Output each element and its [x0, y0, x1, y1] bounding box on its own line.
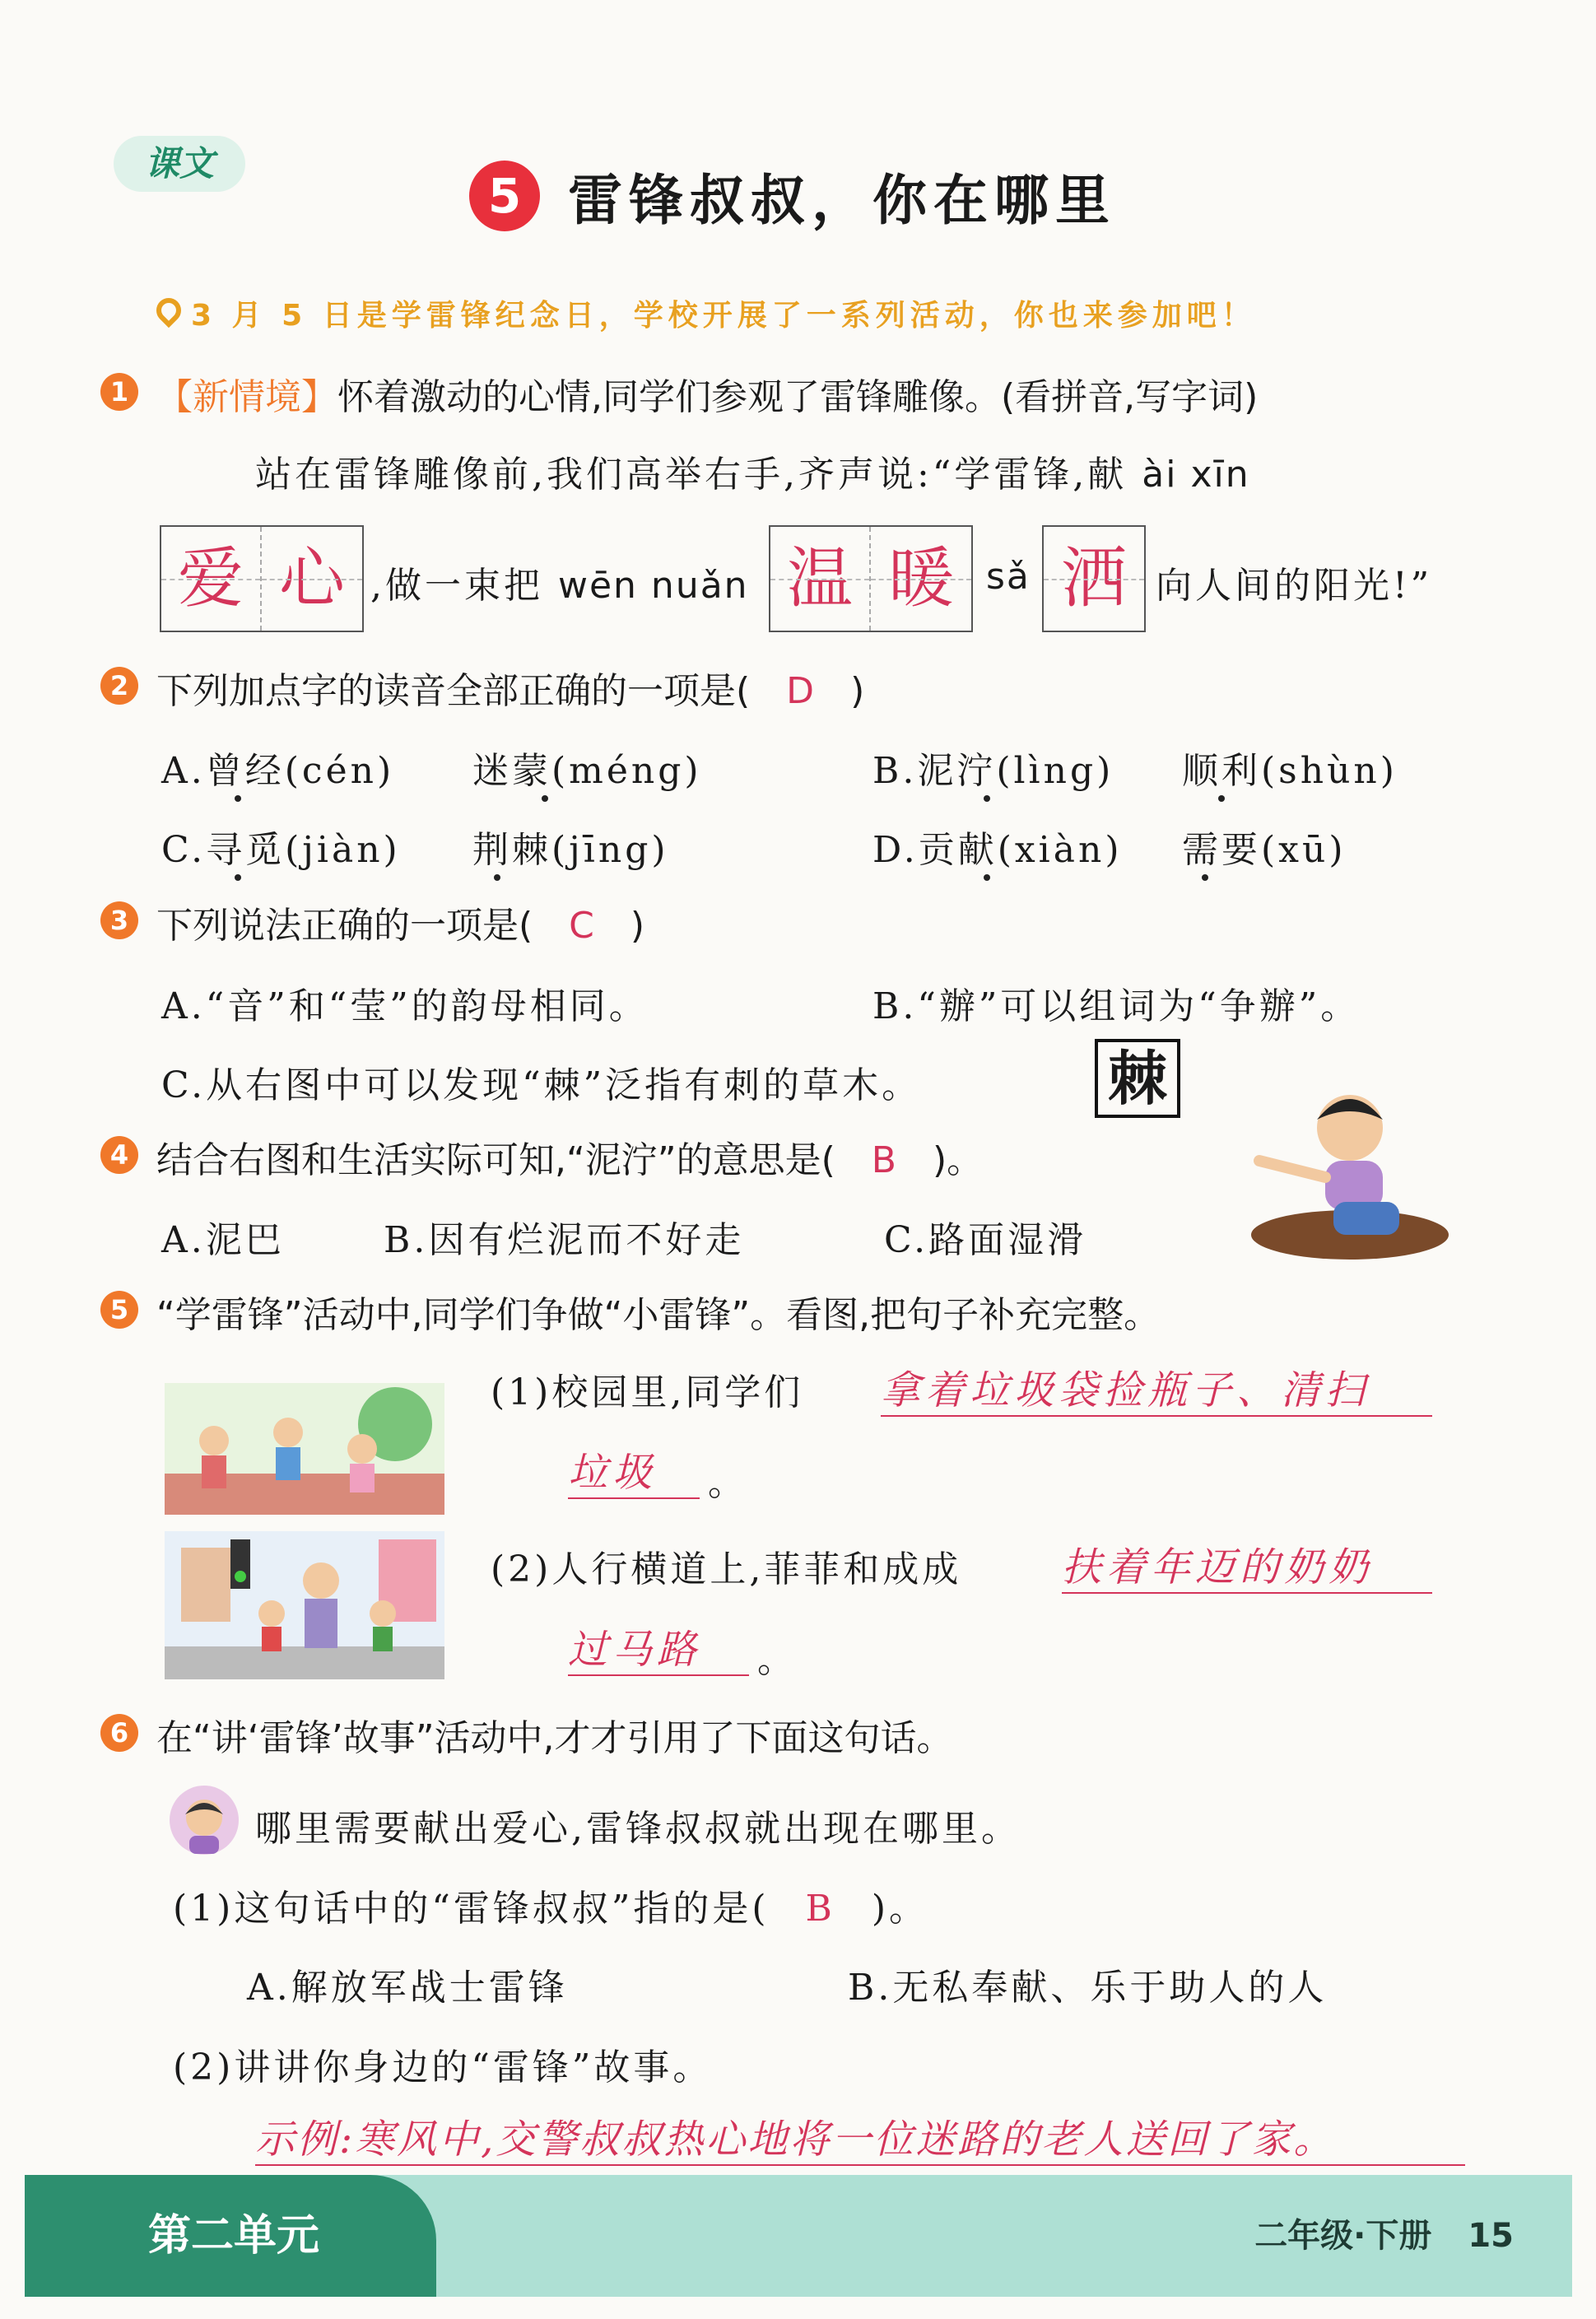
q1-prompt: 怀着激动的心情,同学们参观了雷锋雕像。(看拼音,写字词) [337, 376, 1259, 418]
q1-line1: 站在雷锋雕像前,我们高举右手,齐声说:“学雷锋,献 [255, 454, 1128, 496]
q3-option-c: C.从右图中可以发现“棘”泛指有刺的草木。 [161, 1064, 922, 1106]
q6-sub1-close: )。 [871, 1888, 928, 1930]
q2-prompt: 下列加点字的读音全部正确的一项是( [156, 670, 751, 712]
q2-answer: D [786, 670, 815, 712]
grid-cell: 温 [770, 527, 871, 631]
q2-option: 荆棘(jīng) [472, 829, 669, 871]
seal-script-image: 棘 [1095, 1039, 1180, 1118]
emphasis-dot [235, 795, 241, 802]
q6-sub2: (2)讲讲你身边的“雷锋”故事。 [173, 2047, 713, 2088]
q2-option: C.寻觅(jiàn) [161, 829, 401, 871]
answer-grid-1 [160, 525, 364, 632]
q5-prompt: “学雷锋”活动中,同学们争做“小雷锋”。看图,把句子补充完整。 [156, 1294, 1161, 1336]
student-avatar [169, 1785, 240, 1856]
grid-cell: 洒 [1044, 527, 1144, 631]
q5-s1-answer-a: 拿着垃圾袋捡瓶子、清扫 [881, 1358, 1432, 1417]
grid-cell: 心 [262, 527, 362, 631]
lesson-number: 5 [469, 161, 540, 231]
intro-text: 3 月 5 日是学雷锋纪念日，学校开展了一系列活动，你也来参加吧！ [191, 299, 1256, 333]
emphasis-dot [984, 795, 990, 802]
grid-cell: 暖 [871, 527, 971, 631]
q6-sub1-answer: B [805, 1888, 835, 1930]
q6-prompt: 在“讲‘雷锋’故事”活动中,才才引用了下面这句话。 [156, 1717, 953, 1759]
grid-cell: 爱 [161, 527, 262, 631]
q1-end: 向人间的阳光!” [1156, 565, 1433, 607]
question-number-6: 6 [100, 1714, 138, 1752]
q4-option: B.因有烂泥而不好走 [384, 1219, 745, 1261]
q2-option: 顺利(shùn) [1182, 750, 1398, 792]
q5-s1: (1)校园里,同学们 [491, 1371, 804, 1413]
question-number-1: 1 [100, 373, 138, 411]
emphasis-dot [984, 874, 990, 881]
q2-option: 迷蒙(méng) [472, 750, 702, 792]
q5-s2-answer-a: 扶着年迈的奶奶 [1062, 1535, 1432, 1594]
emphasis-dot [542, 795, 548, 802]
q6-quote: 哪里需要献出爱心,雷锋叔叔就出现在哪里。 [255, 1808, 1021, 1850]
q5-s1-answer-b: 垃圾 [568, 1441, 700, 1499]
page-number: 15 [1468, 2217, 1514, 2255]
emphasis-dot [494, 874, 500, 881]
new-context-tag: 【新情境】 [156, 376, 337, 418]
q6-sub1-option-b: B.无私奉献、乐于助人的人 [848, 1967, 1328, 2009]
q4-prompt: 结合右图和生活实际可知,“泥泞”的意思是( [156, 1139, 835, 1181]
emphasis-dot [235, 874, 241, 881]
q4-option: A.泥巴 [161, 1219, 285, 1261]
q2-close: ) [850, 670, 865, 712]
q2-option: A.曾经(cén) [161, 750, 395, 792]
question-number-2: 2 [100, 667, 138, 705]
q1-pinyin1: ài xīn [1142, 454, 1250, 496]
q6-sub1: (1)这句话中的“雷锋叔叔”指的是( [173, 1888, 770, 1930]
grade-label [1254, 2175, 1514, 2297]
location-pin-icon [151, 293, 186, 328]
q5-s1-end: 。 [708, 1462, 747, 1504]
q4-answer: B [871, 1139, 896, 1181]
grade-text: 二年级·下册 [1254, 2217, 1432, 2255]
q4-close: )。 [932, 1139, 984, 1181]
q5-s2-answer-b: 过马路 [568, 1618, 749, 1676]
q5-s2-end: 。 [757, 1639, 797, 1681]
q4-option: C.路面湿滑 [884, 1219, 1087, 1261]
emphasis-dot [1202, 874, 1208, 881]
answer-grid-2 [769, 525, 973, 632]
campus-cleanup-illustration [165, 1383, 444, 1515]
q3-option-b: B.“辦”可以组词为“争辦”。 [872, 985, 1361, 1027]
q2-option: 需要(xū) [1182, 829, 1347, 871]
q6-sub2-answer: 示例:寒风中,交警叔叔热心地将一位迷路的老人送回了家。 [255, 2107, 1465, 2166]
q5-s2: (2)人行横道上,菲菲和成成 [491, 1548, 962, 1590]
question-number-3: 3 [100, 901, 138, 939]
q3-close: ) [630, 905, 645, 947]
q1-pinyin3: sǎ [986, 556, 1031, 598]
q3-answer: C [569, 905, 594, 947]
q3-prompt: 下列说法正确的一项是( [156, 905, 533, 947]
question-number-4: 4 [100, 1136, 138, 1174]
question-number-5: 5 [100, 1291, 138, 1329]
q1-mid: ,做一束把 [370, 565, 543, 607]
q2-option: D.贡献(xiàn) [872, 829, 1123, 871]
q1-pinyin2: wēn nuǎn [558, 565, 749, 607]
lesson-tag: 课文 [114, 136, 245, 192]
answer-grid-3 [1042, 525, 1146, 632]
q3-option-a: A.“音”和“莹”的韵母相同。 [161, 985, 649, 1027]
page-title: 雷锋叔叔，你在哪里 [568, 168, 1116, 232]
mud-puddle-illustration [1210, 1078, 1457, 1268]
q6-sub1-option-a: A.解放军战士雷锋 [247, 1967, 568, 2009]
unit-label: 第二单元 [25, 2175, 436, 2297]
q2-option: B.泥泞(lìng) [872, 750, 1114, 792]
emphasis-dot [1218, 795, 1225, 802]
crosswalk-illustration [165, 1531, 444, 1679]
